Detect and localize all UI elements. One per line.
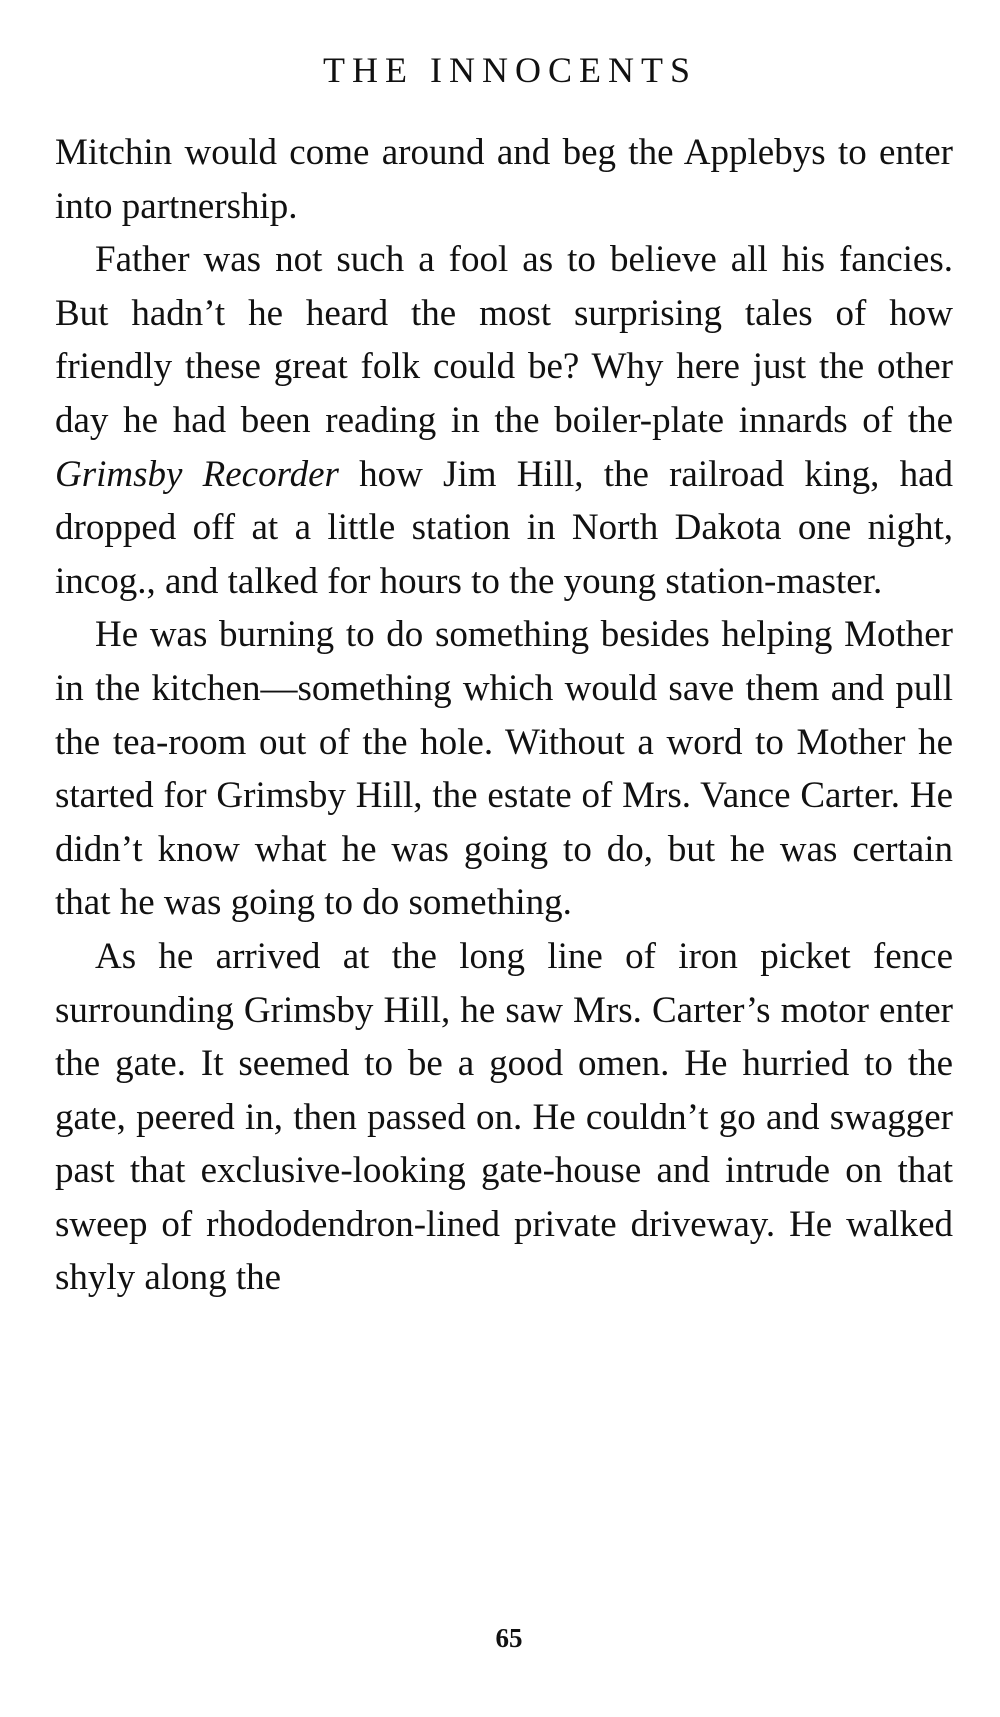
paragraph-4 [55,930,953,1305]
paragraph-3 [55,608,953,930]
paragraph-3-text: He was burning to do something besides helping Mother in the kitchen—something which would save them and pull the tea-room out of the hole. Without a word to Mother he started for Grimsby Hill, the estate of Mrs. Vance Carter. He didn’t know what he was going to do, but he was certain that he was going to do something. [55,614,953,924]
paragraph-2-text-b: how Jim Hill, the railroad king, had dropped off at a little station in North Dakota one night, incog., and talked for hours to the young station-master. [55,453,953,602]
newspaper-title: Grimsby Recorder [55,453,339,495]
paragraph-1 [55,126,953,233]
paragraph-2-text-a: Father was not such a fool as to believe all his fancies. But hadn’t he heard the most surprising tales of how friendly these great folk could be? Why here just the other day he had been reading in the boiler-plate innards of the [55,239,953,441]
running-head: THE INNOCENTS [323,50,697,90]
paragraph-4-text: As he arrived at the long line of iron picket fence surrounding Grimsby Hill, he saw Mrs. Carter’s motor enter the gate. It seemed to be a good omen. He hurried to the gate, peered in, then passed on. He couldn’t go and swagger past that exclusive-looking gate-house and intrude on that sweep of rhododendron-lined private driveway. He walked shyly along the [55,935,953,1299]
paragraph-2 [55,233,953,608]
paragraph-1-text: Mitchin would come around and beg the Applebys to enter into partnership. [55,132,953,227]
page-number: 65 [495,1623,523,1653]
body-text [55,126,953,1305]
